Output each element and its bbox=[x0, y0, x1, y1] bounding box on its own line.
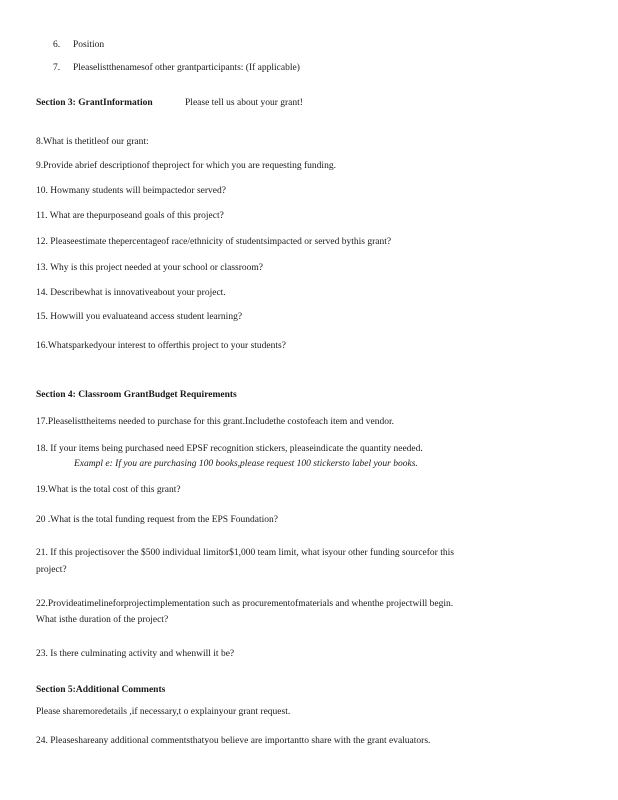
question-15: 15. Howwill you evaluateand access student learning? bbox=[36, 312, 243, 322]
question-22-line-1: 22.Provideatimelineforprojectimplementation such as procurementofmaterials and whenthe projectwill begin. bbox=[36, 599, 454, 609]
list-item-participants bbox=[53, 62, 300, 74]
section3-intro: Please tell us about your grant! bbox=[185, 98, 303, 108]
section5-intro: Please sharemoredetails ,if necessary,t o explainyour grant request. bbox=[36, 707, 291, 717]
question-14: 14. Describewhat is innovativeabout your project. bbox=[36, 288, 226, 298]
question-18-example: Exampl e: If you are purchasing 100 books,please request 100 stickersto label your books. bbox=[74, 459, 418, 469]
item-number: 7. bbox=[53, 63, 61, 73]
item-number: 6. bbox=[53, 40, 61, 50]
question-20: 20 .What is the total funding request from the EPS Foundation? bbox=[36, 515, 278, 525]
section3-heading: Section 3: GrantInformation bbox=[36, 98, 153, 108]
question-9: 9.Provide abrief descriptionof theproject for which you are requesting funding. bbox=[36, 161, 336, 171]
list-item-position bbox=[53, 39, 104, 51]
question-17: 17.Pleaselisttheitems needed to purchase for this grant.Includethe costofeach item and vendor. bbox=[36, 417, 394, 427]
question-11: 11. What are thepurposeand goals of this project? bbox=[36, 211, 224, 221]
question-21-line-2: project? bbox=[36, 565, 67, 575]
question-12: 12. Pleaseestimate thepercentageof race/ethnicity of studentsimpacted or served bythis grant? bbox=[36, 237, 392, 247]
section3-heading-row bbox=[36, 97, 303, 109]
item-text: Pleaselistthenamesof other grantparticipants: (If applicable) bbox=[73, 63, 300, 73]
question-16: 16.Whatsparkedyour interest to offerthis project to your students? bbox=[36, 341, 286, 351]
question-23: 23. Is there culminating activity and whenwill it be? bbox=[36, 649, 235, 659]
question-22-line-2: What isthe duration of the project? bbox=[36, 615, 169, 625]
section5-heading: Section 5:Additional Comments bbox=[36, 685, 166, 695]
question-10: 10. Howmany students will beimpactedor served? bbox=[36, 186, 226, 196]
question-8: 8.What is thetitleof our grant: bbox=[36, 137, 149, 147]
question-19: 19.What is the total cost of this grant? bbox=[36, 485, 181, 495]
item-text: Position bbox=[73, 40, 105, 50]
section4-heading: Section 4: Classroom GrantBudget Requirements bbox=[36, 390, 237, 400]
question-24: 24. Pleaseshareany additional commentsthatyou believe are importantto share with the grant evaluators. bbox=[36, 736, 431, 746]
question-13: 13. Why is this project needed at your school or classroom? bbox=[36, 263, 263, 273]
question-18: 18. If your items being purchased need EPSF recognition stickers, pleaseindicate the quantity needed. bbox=[36, 444, 423, 454]
question-21-line-1: 21. If this projectisover the $500 individual limitor$1,000 team limit, what isyour other funding sourcefor this bbox=[36, 548, 454, 558]
